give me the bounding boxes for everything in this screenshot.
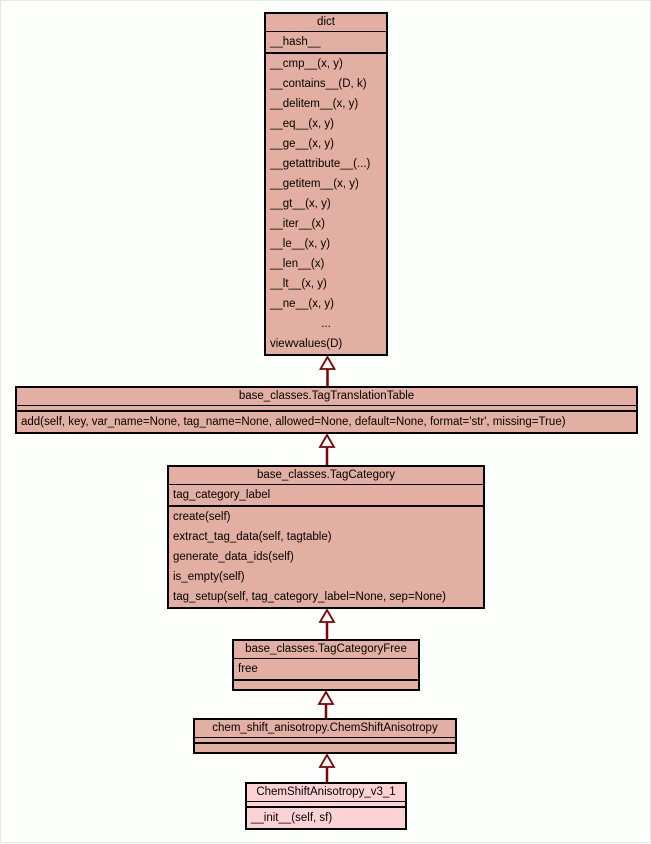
class-node-tag-category[interactable] [167,465,485,609]
method-row[interactable]: __eq__(x, y) [270,118,334,130]
method-row[interactable]: extract_tag_data(self, tagtable) [173,531,332,543]
method-row[interactable]: tag_setup(self, tag_category_label=None, sep=None) [173,591,446,603]
inheritance-edge [320,755,334,783]
inheritance-edge [320,435,334,466]
inheritance-edge [319,692,333,719]
method-row[interactable]: create(self) [173,511,231,523]
method-row[interactable]: generate_data_ids(self) [173,551,294,563]
method-row[interactable]: __gt__(x, y) [270,198,331,210]
attributes-compartment [169,485,483,507]
attributes-compartment [234,659,418,681]
method-row[interactable]: __ne__(x, y) [270,298,334,310]
inheritance-edge [321,357,335,387]
hollow-triangle-arrowhead [320,755,334,767]
method-row[interactable]: viewvalues(D) [270,338,343,350]
methods-ellipsis: ... [321,318,331,330]
methods-compartment [17,412,636,432]
hollow-triangle-arrowhead [320,435,334,447]
class-title[interactable]: chem_shift_anisotropy.ChemShiftAnisotropy [195,720,455,738]
methods-compartment [169,507,483,607]
class-title[interactable]: ChemShiftAnisotropy_v3_1 [247,784,405,802]
method-row[interactable]: __init__(self, sf) [251,812,333,824]
class-title[interactable]: base_classes.TagTranslationTable [17,388,636,406]
attribute-row[interactable]: tag_category_label [173,489,271,501]
attribute-row[interactable]: free [238,663,258,675]
class-title[interactable]: dict [266,14,386,32]
class-node-tag-category-free[interactable] [232,639,420,691]
method-row[interactable]: __len__(x) [270,258,325,270]
class-title[interactable]: base_classes.TagCategory [169,467,483,485]
method-row[interactable]: __le__(x, y) [270,238,331,250]
method-row[interactable]: __getattribute__(...) [270,158,371,170]
attribute-row[interactable]: __hash__ [270,36,321,48]
method-row[interactable]: __ge__(x, y) [270,138,334,150]
methods-compartment [247,808,405,828]
hollow-triangle-arrowhead [319,692,333,704]
hollow-triangle-arrowhead [321,357,335,369]
method-row[interactable]: __getitem__(x, y) [270,178,359,190]
attributes-compartment [266,32,386,54]
method-row[interactable]: is_empty(self) [173,571,245,583]
class-node-tag-translation-table[interactable] [15,386,638,434]
methods-compartment [266,54,386,354]
class-node-dict[interactable] [264,12,388,356]
class-node-chem-shift-anisotropy[interactable] [193,718,457,754]
method-row[interactable]: __contains__(D, k) [270,78,367,90]
method-row[interactable]: add(self, key, var_name=None, tag_name=None, allowed=None, default=None, format='str', missing=True) [21,416,566,428]
methods-compartment [195,744,455,752]
methods-compartment [234,681,418,689]
class-node-chem-shift-anisotropy-v3-1[interactable] [245,782,407,830]
class-title[interactable]: base_classes.TagCategoryFree [234,641,418,659]
method-row[interactable]: __delitem__(x, y) [270,98,359,110]
method-row[interactable]: __lt__(x, y) [270,278,327,290]
method-row[interactable]: __iter__(x) [270,218,325,230]
inheritance-edge [320,610,334,640]
hollow-triangle-arrowhead [320,610,334,622]
method-row[interactable]: __cmp__(x, y) [270,58,343,70]
